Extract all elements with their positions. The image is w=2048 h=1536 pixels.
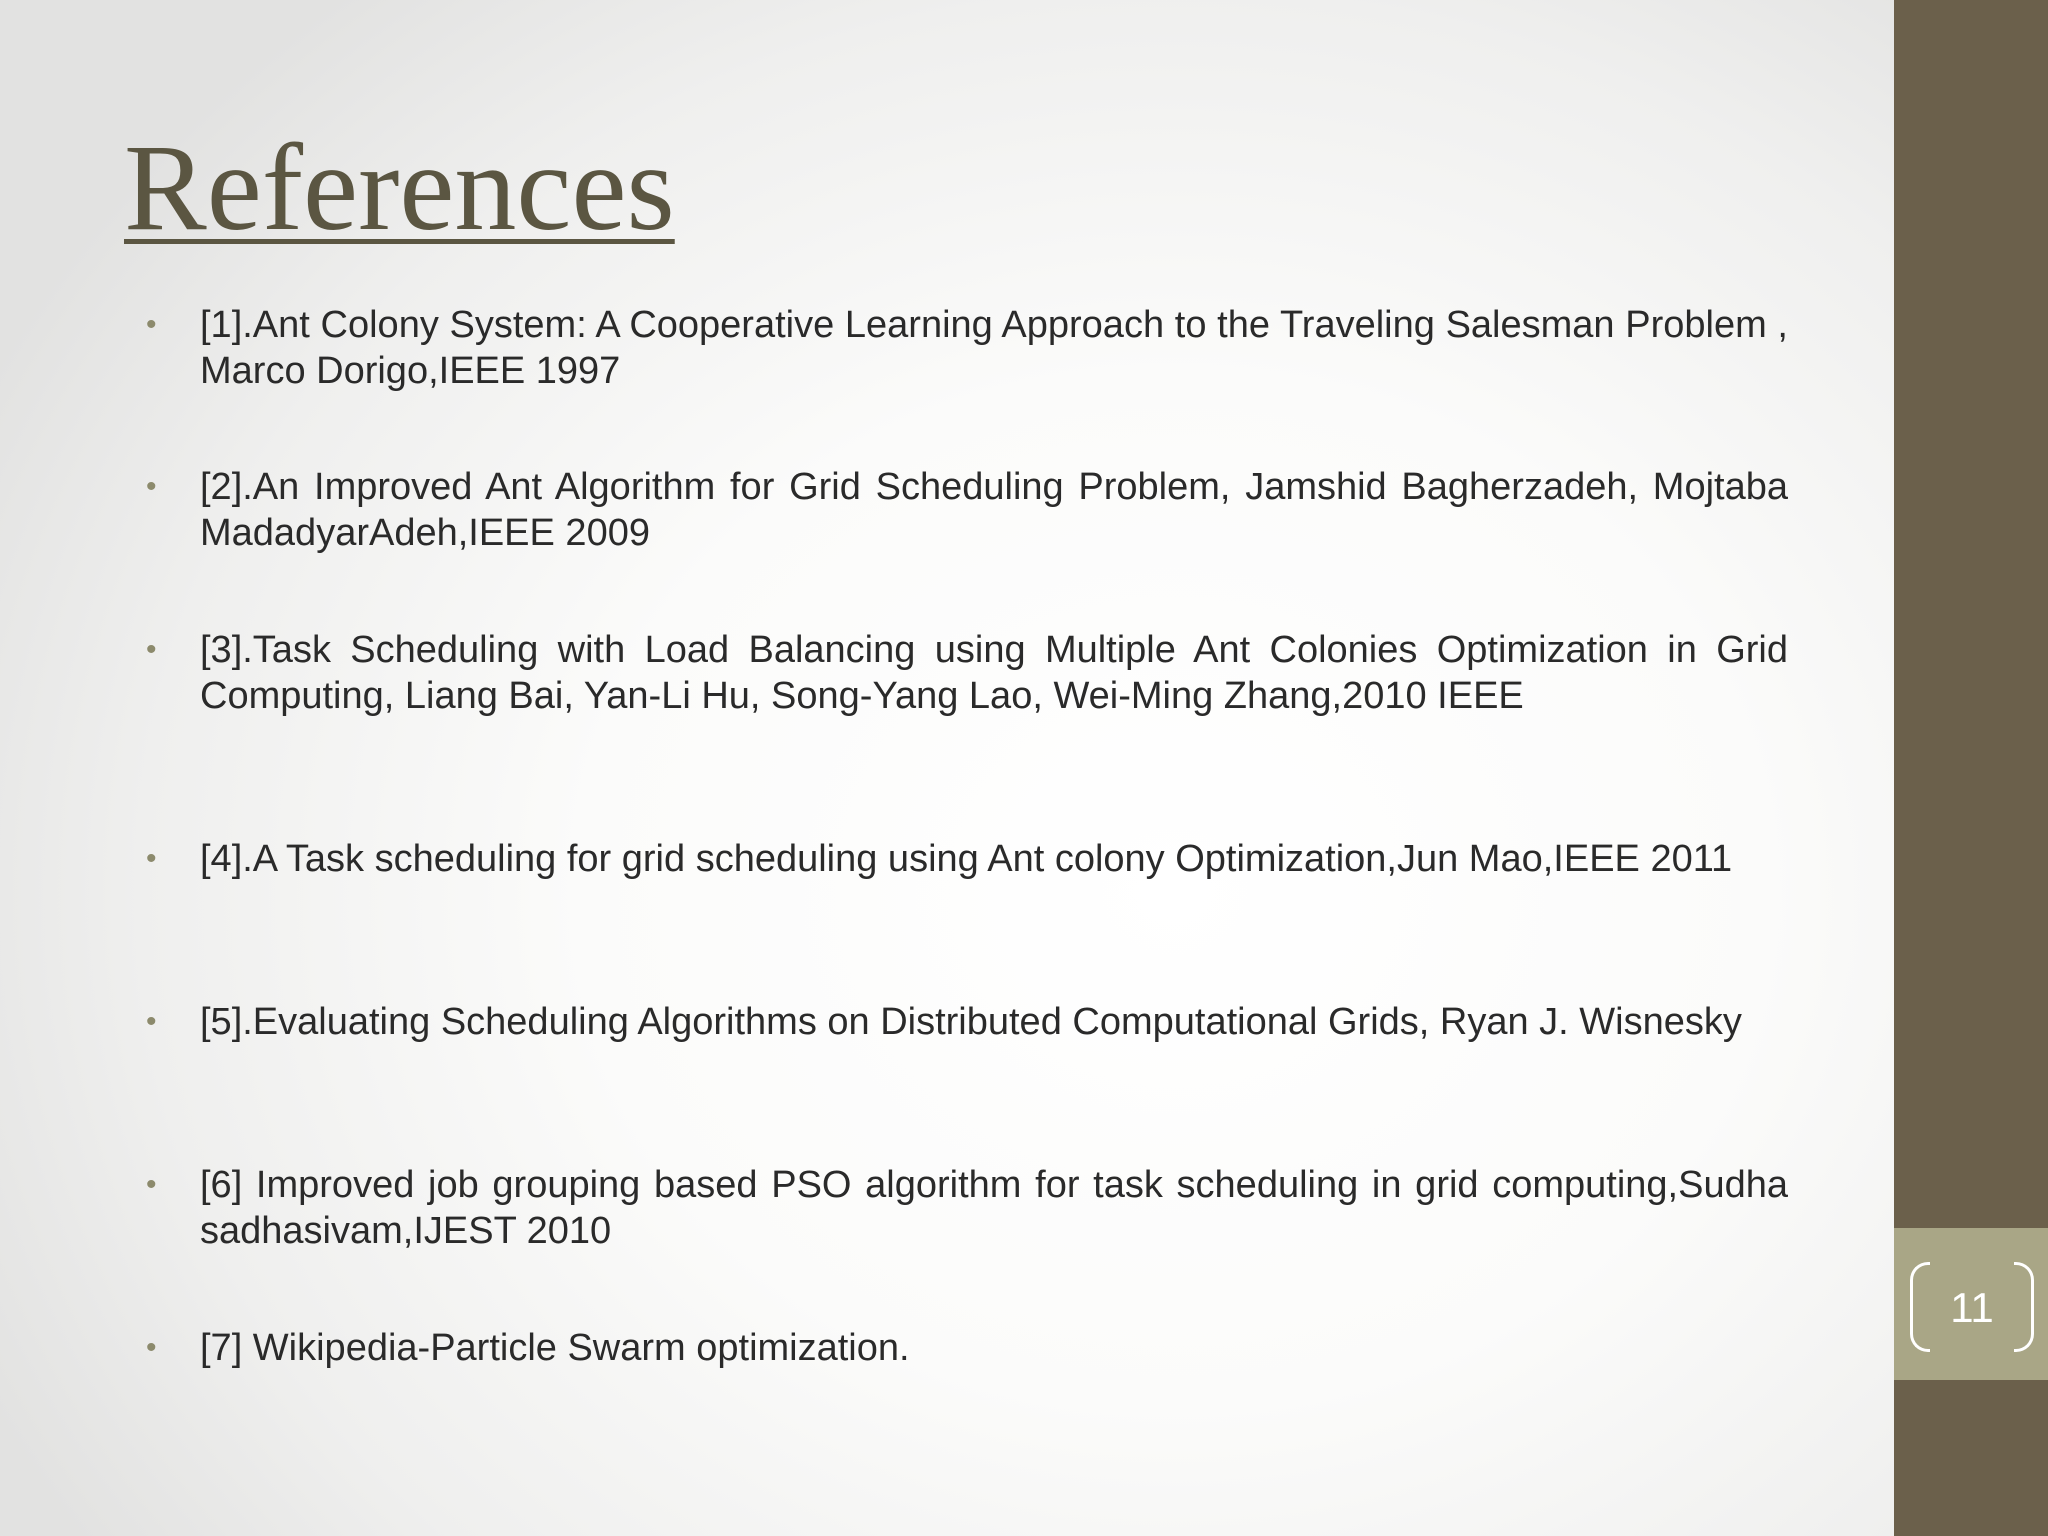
- bullet-dot-icon: •: [146, 1168, 157, 1201]
- bullet-dot-icon: •: [146, 470, 157, 503]
- bullet-dot-icon: •: [146, 1005, 157, 1038]
- bullet-dot-icon: •: [146, 842, 157, 875]
- reference-text: [3].Task Scheduling with Load Balancing using Multiple Ant Colonies Optimization in Grid Computing, Liang Bai, Yan-Li Hu, Song-Yang Lao, Wei-Ming Zhang,2010 IEEE: [200, 629, 1788, 717]
- bullet-dot-icon: •: [146, 633, 157, 666]
- slide-title: References: [124, 119, 675, 256]
- bullet-dot-icon: •: [146, 1331, 157, 1364]
- reference-item: [146, 464, 1788, 556]
- page-number: 11: [1950, 1284, 1994, 1331]
- right-bracket-icon: [2014, 1262, 2034, 1352]
- reference-item: [146, 999, 1788, 1045]
- reference-item: [146, 1162, 1788, 1254]
- reference-text: [4].A Task scheduling for grid scheduling using Ant colony Optimization,Jun Mao,IEEE 2011: [200, 838, 1733, 880]
- reference-text: [6] Improved job grouping based PSO algorithm for task scheduling in grid computing,Sudha sadhasivam,IJEST 2010: [200, 1164, 1788, 1252]
- bullet-dot-icon: •: [146, 308, 157, 341]
- reference-text: [1].Ant Colony System: A Cooperative Learning Approach to the Traveling Salesman Problem , Marco Dorigo,IEEE 1997: [200, 304, 1788, 392]
- reference-text: [7] Wikipedia-Particle Swarm optimization.: [200, 1327, 910, 1369]
- reference-item: [146, 302, 1788, 394]
- reference-item: [146, 627, 1788, 719]
- reference-text: [5].Evaluating Scheduling Algorithms on Distributed Computational Grids, Ryan J. Wisnesky: [200, 1001, 1742, 1043]
- left-bracket-icon: [1910, 1262, 1930, 1352]
- reference-text: [2].An Improved Ant Algorithm for Grid Scheduling Problem, Jamshid Bagherzadeh, Mojtaba MadadyarAdeh,IEEE 2009: [200, 466, 1788, 554]
- reference-item: [146, 836, 1788, 882]
- reference-item: [146, 1325, 1788, 1371]
